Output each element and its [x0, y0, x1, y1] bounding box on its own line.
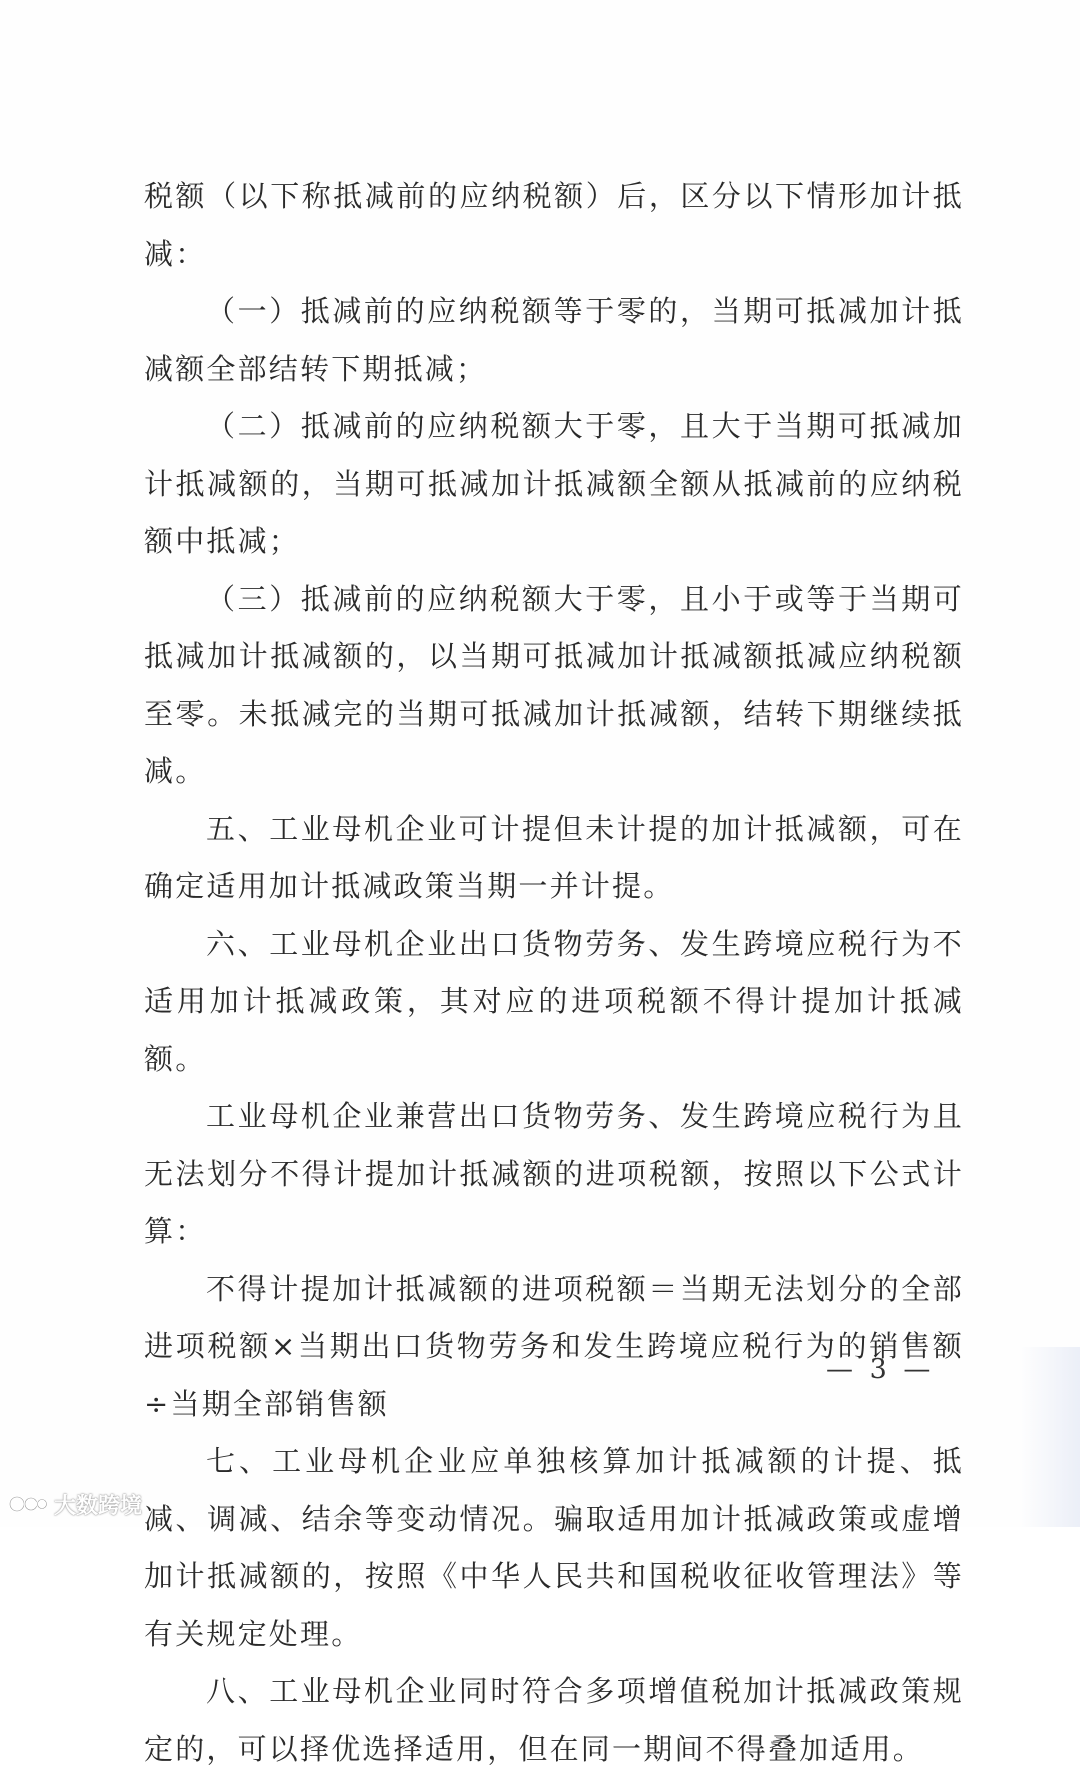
paragraph: 五、工业母机企业可计提但未计提的加计抵减额，可在确定适用加计抵减政策当期一并计提。 — [144, 811, 964, 903]
paragraph: （一）抵减前的应纳税额等于零的，当期可抵减加计抵减额全部结转下期抵减； — [144, 294, 964, 386]
paragraph: 六、工业母机企业出口货物劳务、发生跨境应税行为不适用加计抵减政策，其对应的进项税额不得计提加计抵减额。 — [144, 926, 964, 1076]
watermark-text: 大数跨境 — [54, 1493, 143, 1519]
scan-shadow — [1020, 1347, 1080, 1527]
paragraph: 不得计提加计抵减额的进项税额＝当期无法划分的全部进项税额×当期出口货物劳务和发生跨境应税行为的销售额÷当期全部销售额 — [144, 1271, 964, 1421]
paragraph: 税额（以下称抵减前的应纳税额）后，区分以下情形加计抵减： — [144, 179, 964, 271]
paragraph: 七、工业母机企业应单独核算加计抵减额的计提、抵减、调减、结余等变动情况。骗取适用加计抵减政策或虚增加计抵减额的，按照《中华人民共和国税收征收管理法》等有关规定处理。 — [144, 1444, 964, 1651]
paragraph: 工业母机企业兼营出口货物劳务、发生跨境应税行为且无法划分不得计提加计抵减额的进项税额，按照以下公式计算： — [144, 1099, 964, 1248]
logo-icon — [8, 1491, 48, 1517]
paragraph: （二）抵减前的应纳税额大于零，且大于当期可抵减加计抵减额的，当期可抵减加计抵减额全额从抵减前的应纳税额中抵减； — [144, 409, 964, 558]
document-body — [144, 168, 964, 1778]
paragraph: 八、工业母机企业同时符合多项增值税加计抵减政策规定的，可以择优选择适用，但在同一期间不得叠加适用。 — [144, 1674, 964, 1766]
page-number: — 3 — — [826, 1354, 935, 1385]
watermark — [8, 1487, 142, 1521]
paragraph: （三）抵减前的应纳税额大于零，且小于或等于当期可抵减加计抵减额的，以当期可抵减加计抵减额抵减应纳税额至零。未抵减完的当期可抵减加计抵减额，结转下期继续抵减。 — [144, 581, 964, 788]
